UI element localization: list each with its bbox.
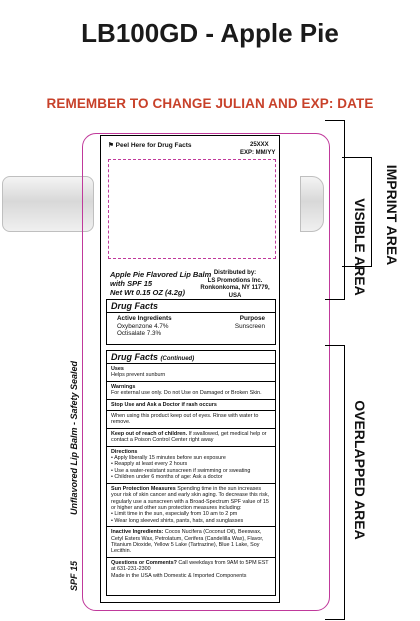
made-in-text: Made in the USA with Domestic & Imported Components: [111, 572, 247, 579]
direction-item: • Children under 6 months of age: Ask a doctor: [111, 474, 223, 481]
sun-protection-title: Sun Protection Measures: [111, 485, 176, 492]
lip-balm-tube-cap: [2, 176, 94, 232]
active-ingredients-header: Active Ingredients: [117, 315, 172, 322]
sun-protection-item: • Limit time in the sun, especially from 10 am to 2 pm: [111, 511, 238, 518]
document-title: LB100GD - Apple Pie: [81, 18, 339, 48]
distributor-line: LS Promotions Inc.: [207, 277, 263, 284]
direction-item: • Reapply at least every 2 hours: [111, 461, 188, 468]
sun-protection-section: [107, 484, 275, 527]
expiry-date: EXP: MM/YY: [240, 150, 276, 156]
inactive-ingredients-section: [107, 527, 275, 558]
distributor-line: Distributed by:: [213, 270, 257, 276]
questions-title: Questions or Comments?: [111, 559, 177, 566]
uses-section: [107, 364, 275, 382]
peel-label: Peel Here for Drug Facts: [115, 142, 192, 149]
heading-suffix: (Continued): [160, 356, 195, 362]
overlapped-area-label: OVERLAPPED AREA: [352, 400, 368, 540]
overlap-bracket: [325, 345, 345, 620]
warnings-text: For external use only. Do not Use on Damaged or Broken Skin.: [111, 390, 262, 397]
uses-text: Helps prevent sunburn: [111, 372, 166, 379]
drug-facts-continued: [106, 350, 276, 596]
product-line: Apple Pie Flavored Lip Balm: [110, 270, 212, 279]
unflavored-side-text: Unflavored Lip Balm - Safety Sealed: [69, 360, 79, 516]
keep-out-section: [107, 429, 275, 447]
direction-item: • Use a water-resistant sunscreen if swimming or sweating: [111, 467, 251, 474]
stop-use-text: Stop Use and Ask a Doctor if rash occurs: [111, 401, 217, 408]
visible-bracket: [325, 120, 345, 300]
distributor-line: Ronkonkoma, NY 11779, USA: [200, 285, 270, 299]
spf-side-text: SPF 15: [69, 560, 79, 592]
when-using-text: When using this product keep out of eyes. Rinse with water to remove.: [111, 413, 259, 426]
questions-text: Call weekdays from 9AM to 5PM EST at 631-231-2300: [111, 559, 269, 573]
product-line: with SPF 15: [110, 279, 153, 288]
stop-use-section: [107, 400, 275, 411]
keep-out-title: Keep out of reach of children.: [111, 430, 188, 437]
uses-title: Uses: [111, 366, 124, 372]
ingredient-item: Oxybenzone 4.7%: [117, 322, 169, 330]
imprint-box: [108, 159, 276, 259]
sun-protection-item: • Wear long sleeved shirts, pants, hats, and sunglasses: [111, 517, 244, 524]
ingredient-item: Octisalate 7.3%: [117, 330, 162, 338]
imprint-area-label: IMPRINT AREA: [384, 164, 400, 266]
drug-facts-active: [106, 299, 276, 345]
lot-number: 25XXX: [250, 142, 269, 148]
purpose-value: Sunscreen: [234, 322, 265, 330]
directions-section: [107, 447, 275, 484]
directions-title: Directions: [111, 448, 138, 455]
inactive-title: Inactive Ingredients:: [111, 529, 164, 536]
sun-protection-text: Spending time in the sun increases your risk of skin cancer and early skin aging. To decrease this risk, regularly use a sunscreen with a Broad-Spectrum SPF value of 15 or higher and other sun protection measures including:: [111, 485, 270, 511]
inactive-text: Cocos Nucifera (Coconut Oil), Beeswax, Cetyl Esters Wax, Petrolatum, Cerifera (Candelilla Wax), Flavor, Titanium Dioxide, Yellow 5 Lake (Tartrazine), Blue 1 Lake, Soy Lecithin.: [111, 529, 264, 555]
drug-facts-continued-heading: [107, 351, 275, 364]
keep-out-text: If swallowed, get medical help or contact a Poison Control Center right away: [111, 430, 267, 444]
reminder-note: REMEMBER TO CHANGE JULIAN AND EXP: DATE: [46, 96, 374, 111]
warnings-title: Warnings: [111, 383, 136, 390]
questions-section: [107, 558, 275, 581]
direction-item: • Apply liberally 15 minutes before sun exposure: [111, 455, 226, 462]
product-line: Net Wt 0.15 OZ (4.2g): [110, 288, 186, 297]
drug-facts-heading: Drug Facts: [107, 300, 275, 313]
purpose-header: Purpose: [239, 315, 265, 322]
warnings-section: [107, 382, 275, 400]
peel-here-text: ⚑ Peel Here for Drug Facts: [108, 142, 192, 149]
when-using-section: [107, 411, 275, 429]
visible-area-label: VISIBLE AREA: [352, 198, 368, 296]
heading-text: Drug Facts: [111, 352, 159, 362]
